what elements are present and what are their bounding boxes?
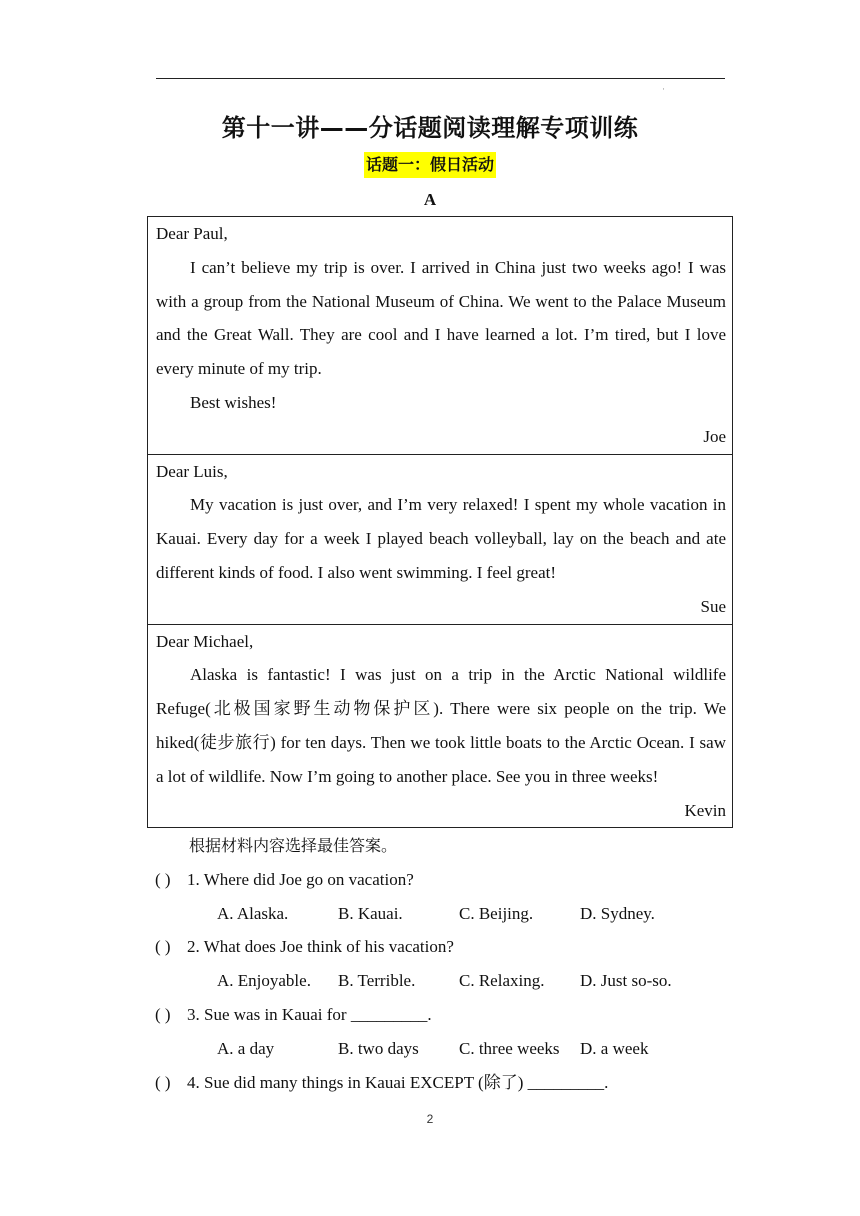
letter-signature: Sue (700, 596, 726, 616)
question-1 (155, 863, 735, 897)
question-text: 3. Sue was in Kauai for _________. (187, 1004, 432, 1024)
page-title: 第十一讲——分话题阅读理解专项训练 (221, 114, 639, 142)
answer-blank[interactable]: ( ) (155, 869, 171, 889)
question-4 (155, 1066, 735, 1100)
letters-table (147, 216, 733, 828)
question-3-options (155, 1032, 735, 1066)
option-c: C. Beijing. (459, 903, 534, 923)
letter-greeting: Dear Paul, (156, 224, 228, 243)
question-text: 1. Where did Joe go on vacation? (187, 869, 414, 889)
question-2 (155, 930, 735, 964)
question-list (155, 829, 735, 1099)
option-c: C. Relaxing. (459, 971, 545, 991)
option-d: D. Just so-so. (580, 971, 672, 991)
option-c: C. three weeks (459, 1038, 560, 1058)
question-1-options (155, 897, 735, 931)
option-a: A. Alaska. (217, 903, 289, 923)
answer-blank[interactable]: ( ) (155, 1072, 171, 1092)
answer-blank[interactable]: ( ) (155, 937, 171, 957)
letter-signature: Joe (703, 426, 726, 446)
letter-signature: Kevin (684, 800, 726, 820)
page-number: 2 (426, 1112, 434, 1126)
option-a: A. a day (217, 1038, 275, 1058)
letter-body: I can’t believe my trip is over. I arrived in China just two weeks ago! I was with a group from the National Museum of China. We went to the Palace Museum and the Great Wall. They are cool and I have learned a lot. I’m tired, but I love every minute of my trip. (156, 257, 726, 379)
header-rule (156, 78, 725, 79)
question-text: 2. What does Joe think of his vacation? (187, 937, 454, 957)
letter-sue (148, 454, 732, 624)
letter-joe (148, 217, 732, 454)
option-d: D. Sydney. (580, 903, 655, 923)
option-b: B. two days (338, 1038, 419, 1058)
question-3 (155, 998, 735, 1032)
instruction: 根据材料内容选择最佳答案。 (189, 836, 398, 855)
option-b: B. Terrible. (338, 971, 416, 991)
option-b: B. Kauai. (338, 903, 403, 923)
question-text: 4. Sue did many things in Kauai EXCEPT (除了) _________. (187, 1072, 609, 1092)
topic-heading: 话题一：假日活动 (364, 152, 496, 178)
letter-greeting: Dear Michael, (156, 631, 254, 651)
section-label: A (423, 190, 437, 209)
letter-body: Alaska is fantastic! I was just on a trip in the Arctic National wildlife Refuge(北极国家野生动物保护区). There were six people on the trip. We hiked(徒步旅行) for ten days. Then we took little boats to the Arctic Ocean. I saw a lot of wildlife. Now I’m going to another place. See you in three weeks! (156, 665, 726, 786)
letter-kevin (148, 624, 732, 828)
corner-mark: · (662, 84, 665, 94)
letter-body: My vacation is just over, and I’m very relaxed! I spent my whole vacation in Kauai. Every day for a week I played beach volleyball, lay on the beach and ate different kinds of food. I also went swimming. I feel great! (156, 495, 726, 582)
letter-greeting: Dear Luis, (156, 461, 228, 481)
topic-heading-wrap (0, 152, 860, 178)
option-a: A. Enjoyable. (217, 971, 311, 991)
answer-blank[interactable]: ( ) (155, 1004, 171, 1024)
letter-closing: Best wishes! (190, 392, 277, 412)
question-2-options (155, 964, 735, 998)
option-d: D. a week (580, 1038, 649, 1058)
